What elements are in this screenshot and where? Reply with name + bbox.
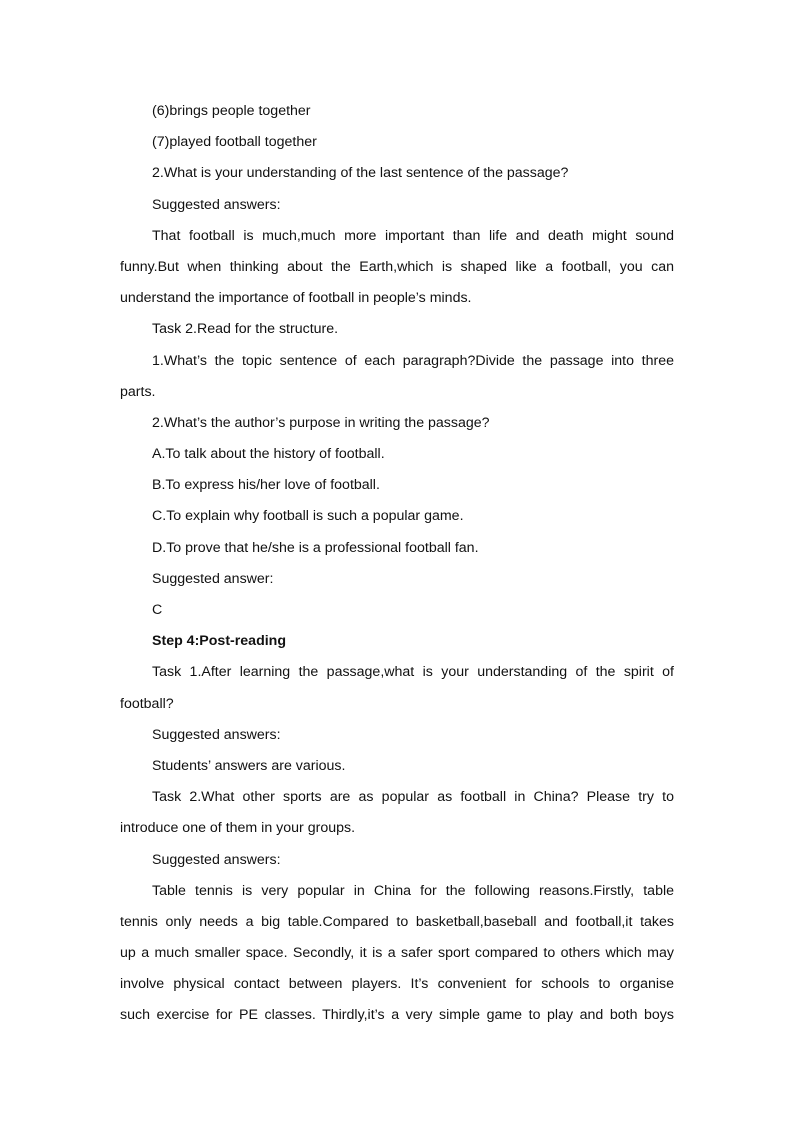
suggested-answer-label: Suggested answer:: [152, 570, 274, 587]
paragraph-line: up a much smaller space. Secondly, it is a safer sport compared to others which may: [120, 945, 674, 962]
task-heading: Task 2.Read for the structure.: [152, 321, 339, 338]
document-body: [120, 96, 674, 1032]
paragraph-line: parts.: [120, 383, 156, 400]
paragraph-line: football?: [120, 695, 174, 712]
option-d: D.To prove that he/she is a professional football fan.: [152, 539, 479, 556]
paragraph-line: That football is much,much more important than life and death might sound: [152, 227, 674, 244]
option-c: C.To explain why football is such a popular game.: [152, 508, 464, 525]
option-b: B.To express his/her love of football.: [152, 477, 380, 494]
answer-text: Students’ answers are various.: [152, 757, 346, 774]
suggested-answers-label: Suggested answers:: [152, 851, 281, 868]
paragraph-line: Table tennis is very popular in China for the following reasons.Firstly, table: [152, 882, 674, 899]
task-heading: Task 1.After learning the passage,what is your understanding of the spirit of: [152, 664, 674, 681]
step-heading: Step 4:Post-reading: [152, 633, 287, 650]
suggested-answers-label: Suggested answers:: [152, 726, 281, 743]
paragraph-line: funny.But when thinking about the Earth,which is shaped like a football, you can: [120, 258, 674, 275]
answer-value: C: [152, 602, 163, 618]
task-heading: Task 2.What other sports are as popular as football in China? Please try to: [152, 789, 674, 806]
paragraph-line: such exercise for PE classes. Thirdly,it’s a very simple game to play and both boys: [120, 1007, 674, 1024]
answer-item-6: (6)brings people together: [152, 103, 311, 119]
paragraph-line: tennis only needs a big table.Compared to basketball,baseball and football,it takes: [120, 913, 674, 930]
paragraph-line: involve physical contact between players. It’s convenient for schools to organise: [120, 976, 674, 993]
question-2: 2.What is your understanding of the last sentence of the passage?: [152, 165, 569, 182]
answer-item-7: (7)played football together: [152, 134, 317, 151]
suggested-answers-label: Suggested answers:: [152, 196, 281, 213]
paragraph-line: introduce one of them in your groups.: [120, 820, 356, 837]
option-a: A.To talk about the history of football.: [152, 446, 385, 463]
paragraph-line: understand the importance of football in people’s minds.: [120, 290, 472, 307]
question-1: 1.What’s the topic sentence of each paragraph?Divide the passage into three: [152, 352, 674, 369]
question-2: 2.What’s the author’s purpose in writing the passage?: [152, 414, 490, 431]
